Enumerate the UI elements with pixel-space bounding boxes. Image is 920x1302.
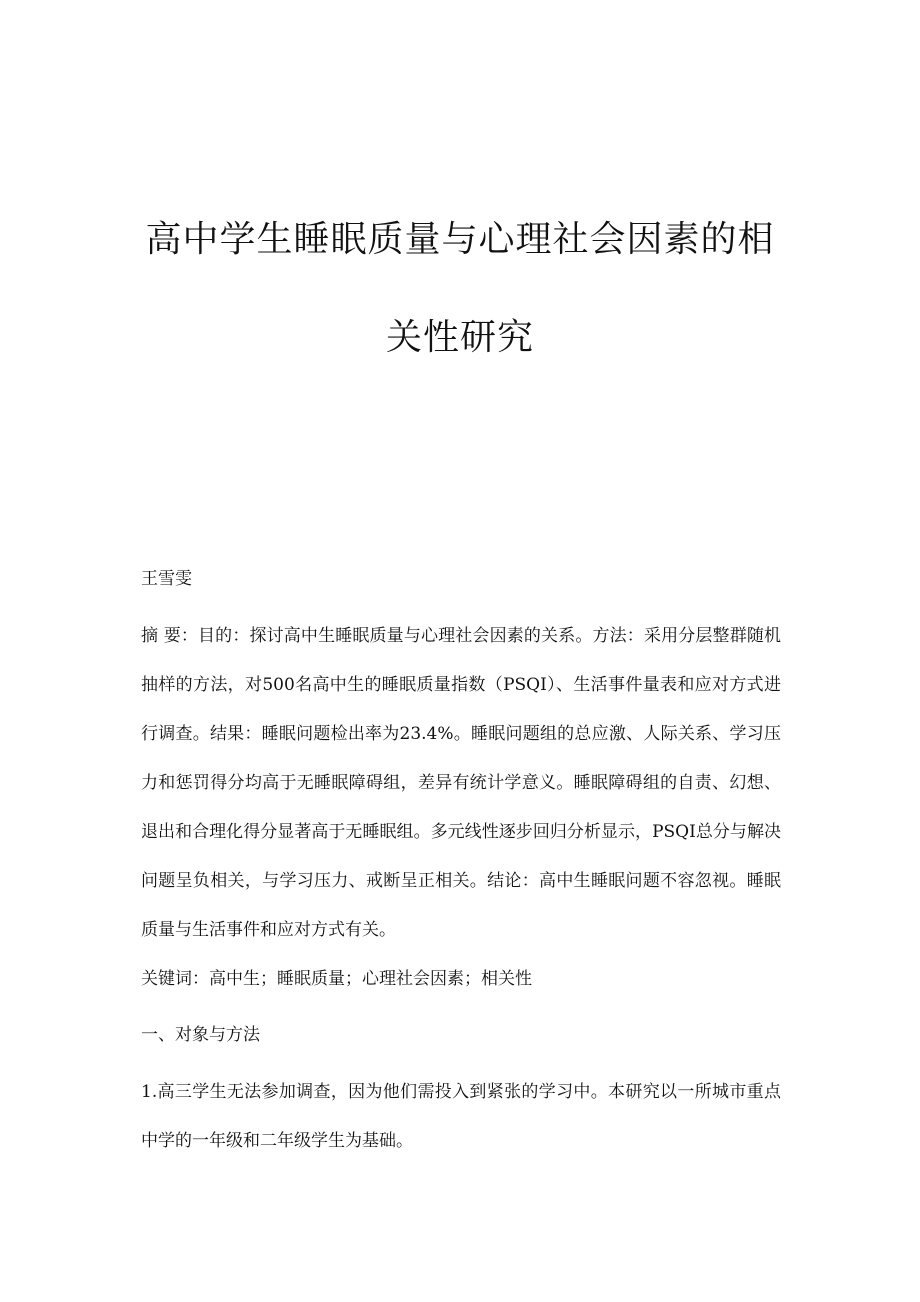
section-heading: 一、对象与方法	[141, 1025, 260, 1045]
abstract-label: 摘 要：	[141, 626, 199, 646]
document-title-line-2: 关性研究	[385, 317, 534, 358]
keywords-label: 关键词：	[141, 969, 209, 989]
body-paragraph: 1.高三学生无法参加调查，因为他们需投入到紧张的学习中。本研究以一所城市重点中学的一年级和二年级学生为基础。	[141, 1082, 781, 1151]
document-title-line-1: 高中学生睡眠质量与心理社会因素的相	[145, 219, 775, 260]
abstract-paragraph	[141, 612, 781, 955]
abstract-text: 目的：探讨高中生睡眠质量与心理社会因素的关系。方法：采用分层整群随机抽样的方法，对500名高中生的睡眠质量指数（PSQI）、生活事件量表和应对方式进行调查。结果：睡眠问题检出率为23.4%。睡眠问题组的总应激、人际关系、学习压力和惩罚得分均高于无睡眠障碍组，差异有统计学意义。睡眠障碍组的自责、幻想、退出和合理化得分显著高于无睡眠组。多元线性逐步回归分析显示，PSQI总分与解决问题呈负相关，与学习压力、戒断呈正相关。结论：高中生睡眠问题不容忽视。睡眠质量与生活事件和应对方式有关。	[141, 626, 782, 940]
author-name: 王雪雯	[141, 569, 192, 589]
keywords-paragraph	[141, 955, 781, 1004]
keywords-text: 高中生；睡眠质量；心理社会因素；相关性	[209, 969, 532, 989]
